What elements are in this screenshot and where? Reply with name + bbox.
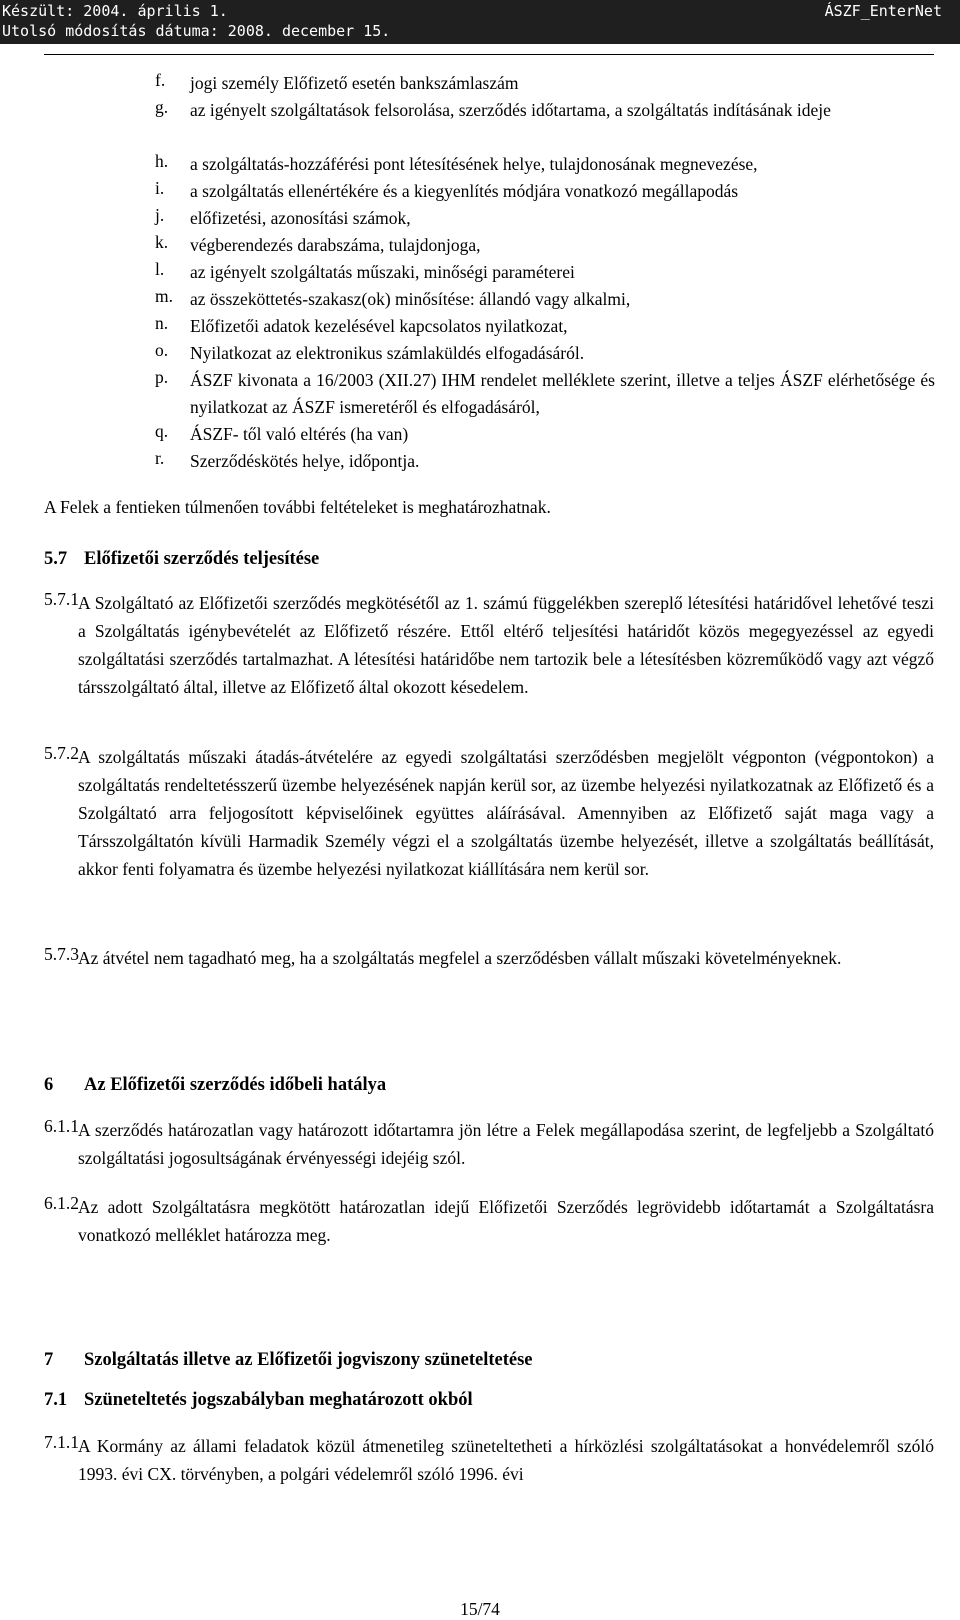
list-item: q. ÁSZF- től való eltérés (ha van)	[155, 421, 409, 444]
clause-text: A Kormány az állami feladatok közül átmenetileg szüneteltetheti a hírközlési szolgáltatásokat a honvédelemről szóló 1993. évi CX. törvényben, a polgári védelemről szóló 1996. évi	[78, 1436, 934, 1484]
page-number: 15/74	[460, 1599, 500, 1619]
section-7-1-number: 7.1	[44, 1390, 68, 1410]
clause-number: 5.7.1	[44, 589, 79, 609]
list-item: o. Nyilatkozat az elektronikus számlaküldés elfogadásáról.	[155, 340, 585, 363]
clause-text: Az adott Szolgáltatásra megkötött határozatlan idejű Előfizetői Szerződés legrövidebb időtartamát a Szolgáltatásra vonatkozó melléklet határozza meg.	[78, 1197, 934, 1245]
modified-date: Utolsó módosítás dátuma: 2008. december 15.	[2, 22, 391, 40]
list-item: h. a szolgáltatás-hozzáférési pont létesítésének helye, tulajdonosának megnevezése,	[155, 151, 758, 174]
section-6-title: Az Előfizetői szerződés időbeli hatálya	[84, 1075, 387, 1095]
clause-text: A szerződés határozatlan vagy határozott időtartamra jön létre a Felek megállapodása szerint, de legfeljebb a Szolgáltató szolgáltatási jogosultságának érvényességi idejéig szól.	[78, 1120, 934, 1168]
section-5-7-title: Előfizetői szerződés teljesítése	[84, 549, 320, 569]
section-7-title: Szolgáltatás illetve az Előfizetői jogviszony szüneteltetése	[84, 1350, 533, 1370]
list-item: i. a szolgáltatás ellenértékére és a kiegyenlítés módjára vonatkozó megállapodás	[155, 178, 739, 201]
list-item: n. Előfizetői adatok kezelésével kapcsolatos nyilatkozat,	[155, 313, 568, 336]
list-item: f. jogi személy Előfizető esetén bankszámlaszám	[155, 70, 519, 93]
list-item: r. Szerződéskötés helye, időpontja.	[155, 448, 420, 471]
clause-text: A szolgáltatás műszaki átadás-átvételére az egyedi szolgáltatási szerződésben megjelölt végponton (végpontokon) a szolgáltatás rendeltetésszerű üzembe helyezésének napján kerül sor, az üzembe helyezési nyilatkozatnak az Előfizető és a Szolgáltató arra feljogosított képviselőinek együttes aláírásával. Amennyiben az Előfizető saját maga vagy a Társszolgáltatón kívüli Harmadik Személy végzi el a szolgáltatás üzembe helyezését, illetve a szolgáltatás beállítását, akkor fenti folyamatra és üzembe helyezési nyilatkozat kiállítására nem kerül sor.	[78, 747, 934, 879]
paragraph-felek: A Felek a fentieken túlmenően további feltételeket is meghatározhatnak.	[44, 497, 551, 517]
clause-number: 5.7.2	[44, 743, 79, 763]
clause-number: 7.1.1	[44, 1432, 79, 1452]
list-item: p. ÁSZF kivonata a 16/2003 (XII.27) IHM rendelet melléklete szerint, illetve a teljes ÁSZF elérhetősége és nyilatkozat az ÁSZF ismeretéről és elfogadásáról,	[155, 367, 935, 417]
clause-text: A Szolgáltató az Előfizetői szerződés megkötésétől az 1. számú függelékben szereplő létesítési határidővel lehetővé teszi a Szolgáltatás igénybevételét az Előfizető részére. Ettől eltérő teljesítési határidőt közös megegyezéssel az egyedi szolgáltatási szerződés tartalmazhat. A létesítési határidőbe nem tartozik bele a létesítésben közreműködő vagy azt végző társszolgáltató által, illetve az Előfizető által okozott késedelem.	[78, 593, 934, 697]
list-item: j. előfizetési, azonosítási számok,	[155, 205, 411, 228]
clause-text: Az átvétel nem tagadható meg, ha a szolgáltatás megfelel a szerződésben vállalt műszaki követelményeknek.	[78, 948, 842, 968]
section-7-number: 7	[44, 1350, 54, 1370]
clause-number: 6.1.2	[44, 1193, 79, 1213]
section-5-7-number: 5.7	[44, 549, 68, 569]
clause-number: 5.7.3	[44, 944, 79, 964]
document-id: ÁSZF_EnterNet	[824, 2, 942, 20]
created-date: Készült: 2004. április 1.	[2, 2, 228, 20]
list-item: m. az összeköttetés-szakasz(ok) minősítése: állandó vagy alkalmi,	[155, 286, 631, 309]
list-item: k. végberendezés darabszáma, tulajdonjoga,	[155, 232, 481, 255]
list-item: l. az igényelt szolgáltatás műszaki, minőségi paraméterei	[155, 259, 575, 282]
section-6-number: 6	[44, 1075, 54, 1095]
list-item: g. az igényelt szolgáltatások felsorolása, szerződés időtartama, a szolgáltatás indításának ideje	[155, 97, 831, 120]
section-7-1-title: Szüneteltetés jogszabályban meghatározott okból	[84, 1390, 473, 1410]
clause-number: 6.1.1	[44, 1116, 79, 1136]
